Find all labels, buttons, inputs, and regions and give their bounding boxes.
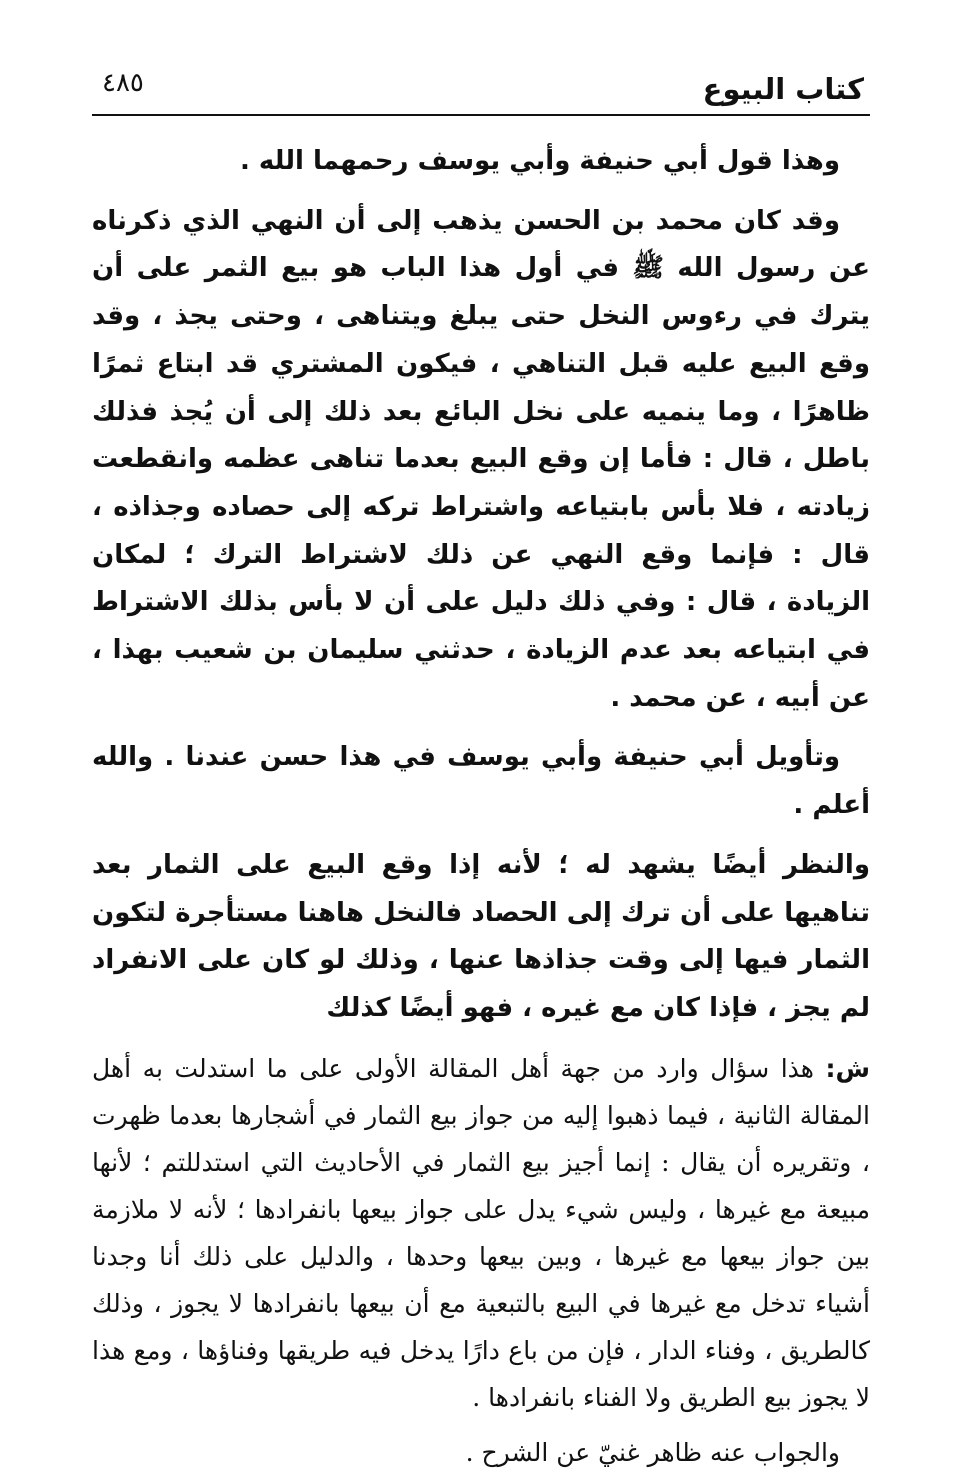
commentary-answer: والجواب عنه ظاهر غنيّ عن الشرح . [465,1437,840,1467]
page-number: ٤٨٥ [102,68,144,98]
page-body [92,138,870,1476]
commentary-marker: ش: [825,1053,870,1083]
paragraph-4: والنظر أيضًا يشهد له ؛ لأنه إذا وقع البيع على الثمار بعد تناهيها على أن ترك إلى الحصاد فالنخل هاهنا مستأجرة لتكون الثمار فيها إلى وقت جذاذها عنها ، وذلك لو كان على الانفراد لم يجز ، فإذا كان مع غيره ، فهو أيضًا كذلك [92,849,870,1023]
chapter-title: كتاب البيوع [702,72,864,106]
page-header [92,62,870,116]
commentary-text: هذا سؤال وارد من جهة أهل المقالة الأولى على ما استدلت به أهل المقالة الثانية ، فيما ذهبوا إليه من جواز بيع الثمار في أشجارها بعدما ظهرت ، وتقريره أن يقال : إنما أجيز بيع الثمار في الأحاديث التي استدللتم ؛ لأنها مبيعة مع غيرها ، وليس شيء يدل على جواز بيعها بانفرادها ؛ لأنه لا ملازمة بين جواز بيعها مع غيرها ، وبين بيعها وحدها ، والدليل على ذلك أنا وجدنا أشياء تدخل مع غيرها في البيع بالتبعية مع أن بيعها بانفرادها لا يجوز ، وذلك كالطريق ، وفناء الدار ، فإن من باع دارًا يدخل فيه طريقها وفناؤها ، ومع هذا لا يجوز بيع الطريق ولا الفناء بانفرادها . [92,1053,870,1412]
commentary-paragraph [92,1045,870,1421]
main-text [92,138,870,1033]
paragraph-3: وتأويل أبي حنيفة وأبي يوسف في هذا حسن عندنا . والله أعلم . [92,742,870,821]
paragraph-1: وهذا قول أبي حنيفة وأبي يوسف رحمهما الله . [239,146,840,176]
paragraph-2: وقد كان محمد بن الحسن يذهب إلى أن النهي الذي ذكرناه عن رسول الله ﷺ في أول هذا الباب هو بيع الثمر على أن يترك في رءوس النخل حتى يبلغ ويتناهى ، وحتى يجذ ، وقد وقع البيع عليه قبل التناهي ، فيكون المشتري قد ابتاع ثمرًا ظاهرًا ، وما ينميه على نخل البائع بعد ذلك إلى أن يُجذ فذلك باطل ، قال : فأما إن وقع البيع بعدما تناهى عظمه وانقطعت زيادته ، فلا بأس بابتياعه واشتراط تركه إلى حصاده وجذاذه ، قال : فإنما وقع النهي عن ذلك لاشتراط الترك ؛ لمكان الزيادة ، قال : وفي ذلك دليل على أن لا بأس بذلك الاشتراط في ابتياعه بعد عدم الزيادة ، حدثني سليمان بن شعيب بهذا ، عن أبيه ، عن محمد . [92,205,870,713]
commentary [92,1045,870,1476]
